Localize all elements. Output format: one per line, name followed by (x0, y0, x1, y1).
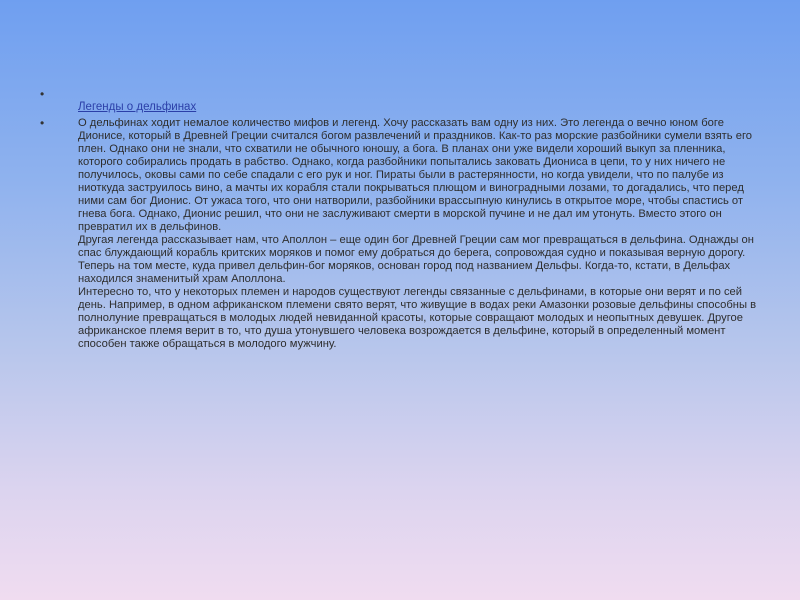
bullet-row-heading (40, 101, 760, 114)
body-paragraph: Другая легенда рассказывает нам, что Аполлон – еще один бог Древней Греции сам мог превращаться в дельфина. Однажды он спас блуждающий корабль критских моряков и помог ему добраться до берега, сопровождая судно и показывая верную дорогу. Теперь на том месте, куда привел дельфин-бог моряков, основан город под названием Дельфы. Когда-то, кстати, в Дельфах находился знаменитый храм Аполлона. (78, 234, 754, 285)
body-paragraph: Интересно то, что у некоторых племен и народов существуют легенды связанные с дельфинами, в которые они верят и по сей день. Например, в одном африканском племени свято верят, что живущие в водах реки Амазонки розовые дельфины способны в полнолуние превращаться в молодых людей невиданной красоты, которые совращают молодых и неопытных девушек. Другое африканское племя верит в то, что душа утонувшего человека возрождается в дельфине, который в определенный момент способен также обращаться в молодого мужчину. (78, 286, 757, 350)
body-paragraph: О дельфинах ходит немалое количество мифов и легенд. Хочу рассказать вам одну из них. Это легенда о вечно юном боге Дионисе, который в Древней Греции считался богом развлечений и праздников. Как-то раз морские разбойники сумели взять его плен. Однако они не знали, что схватили не обычного юношу, а бога. В планах они уже видели хороший выкуп за пленника, которого собирались продать в рабство. Однако, когда разбойники попытались заковать Диониса в цепи, то у них ничего не получилось, оковы сами по себе спадали с его рук и ног. Пираты были в растерянности, но когда увидели, что по палубе из ниоткуда заструилось вино, а мачты их корабля стали покрываться плющом и виноградными лозами, то догадались, что перед ними сам бог Дионис. От ужаса того, что они натворили, разбойники врассыпную кинулись в открытое море, чтобы спастись от гнева бога. Однако, Дионис решил, что они не заслуживают смерти в морской пучине и не дал им утонуть. Вместо этого он превратил их в дельфинов. (78, 117, 753, 233)
slide-content (40, 88, 760, 351)
heading-link[interactable]: Легенды о дельфинах (78, 101, 197, 113)
bullet-row-empty (40, 88, 760, 101)
bullet-marker: • (40, 87, 45, 101)
bullet-row-body (40, 117, 760, 351)
bullet-marker: • (40, 116, 45, 130)
